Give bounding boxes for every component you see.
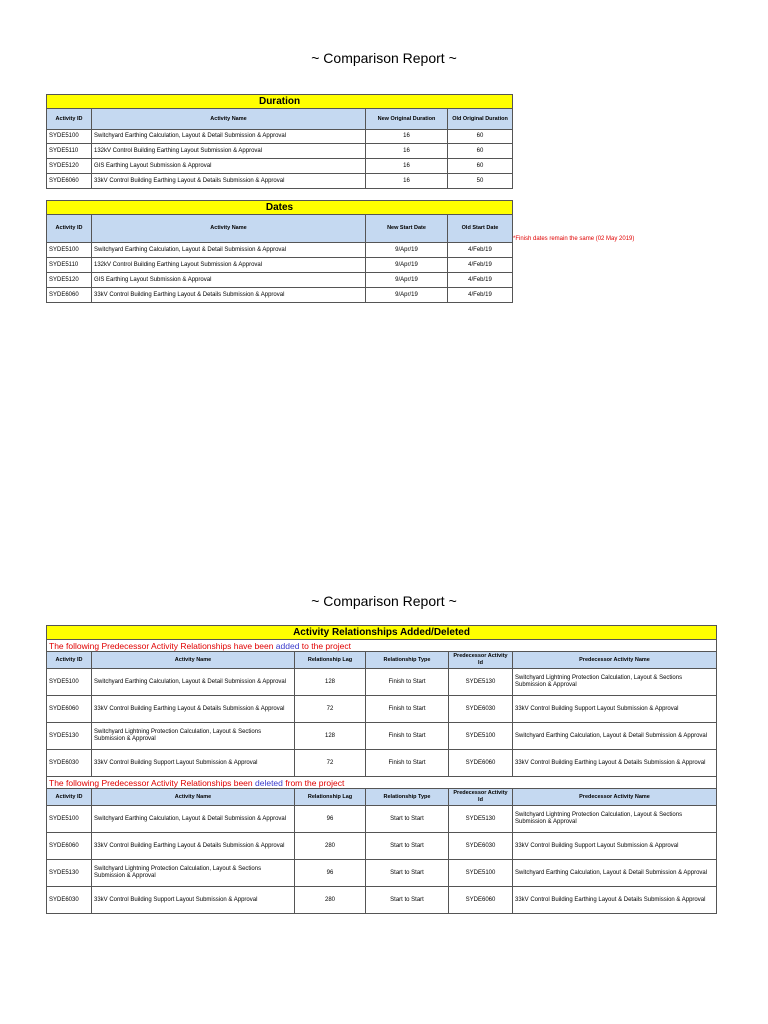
predecessor-id: SYDE5130 [449, 669, 513, 696]
activity-id: SYDE6030 [47, 887, 92, 914]
relationship-lag: 280 [295, 887, 366, 914]
table-row [47, 750, 717, 777]
old-duration: 60 [448, 144, 513, 159]
col-header: Activity ID [47, 109, 92, 130]
duration-table [46, 94, 513, 189]
new-start-date: 9/Apr/19 [366, 258, 448, 273]
activity-name: 33kV Control Building Support Layout Submission & Approval [92, 887, 295, 914]
activity-id: SYDE5110 [47, 144, 92, 159]
col-header: Old Original Duration [448, 109, 513, 130]
new-duration: 16 [366, 130, 448, 144]
col-header: Predecessor Activity Id [449, 789, 513, 806]
new-start-date: 9/Apr/19 [366, 243, 448, 258]
added-note [47, 640, 717, 652]
relationship-type: Finish to Start [366, 750, 449, 777]
activity-id: SYDE5100 [47, 806, 92, 833]
col-header: Activity Name [92, 789, 295, 806]
col-header: Relationship Type [366, 789, 449, 806]
old-duration: 60 [448, 159, 513, 174]
old-start-date: 4/Feb/19 [448, 288, 513, 303]
col-header: Predecessor Activity Name [513, 652, 717, 669]
note-highlight: deleted [255, 777, 283, 788]
activity-id: SYDE6060 [47, 288, 92, 303]
activity-id: SYDE6030 [47, 750, 92, 777]
col-header: Activity Name [92, 652, 295, 669]
deleted-note [47, 777, 717, 789]
note-text: from the project [282, 777, 345, 788]
activity-id: SYDE5100 [47, 669, 92, 696]
note-highlight: added [275, 640, 300, 651]
deleted-note-row [47, 777, 717, 789]
relationship-lag: 72 [295, 696, 366, 723]
col-header: Activity ID [47, 652, 92, 669]
relationship-lag: 280 [295, 833, 366, 860]
col-header: Relationship Lag [295, 789, 366, 806]
table-row [47, 130, 513, 144]
activity-id: SYDE5100 [47, 243, 92, 258]
relationships-table [46, 625, 717, 914]
duration-caption: Duration [47, 95, 513, 109]
predecessor-name: Switchyard Lightning Protection Calculation, Layout & Sections Submission & Approval [513, 669, 717, 696]
relationship-type: Start to Start [366, 806, 449, 833]
activity-id: SYDE5110 [47, 258, 92, 273]
predecessor-name: 33kV Control Building Support Layout Submission & Approval [513, 696, 717, 723]
table-row [47, 887, 717, 914]
new-duration: 16 [366, 174, 448, 189]
activity-name: 132kV Control Building Earthing Layout Submission & Approval [92, 144, 366, 159]
activity-id: SYDE6060 [47, 174, 92, 189]
activity-id: SYDE5120 [47, 159, 92, 174]
activity-id: SYDE5120 [47, 273, 92, 288]
old-start-date: 4/Feb/19 [448, 273, 513, 288]
col-header: New Original Duration [366, 109, 448, 130]
relationship-type: Finish to Start [366, 669, 449, 696]
finish-dates-note: *Finish dates remain the same (02 May 2019) [513, 236, 635, 242]
activity-name: Switchyard Earthing Calculation, Layout & Detail Submission & Approval [92, 669, 295, 696]
col-header: Activity ID [47, 215, 92, 243]
activity-name: Switchyard Earthing Calculation, Layout & Detail Submission & Approval [92, 243, 366, 258]
old-start-date: 4/Feb/19 [448, 243, 513, 258]
new-duration: 16 [366, 159, 448, 174]
relationship-type: Finish to Start [366, 723, 449, 750]
activity-name: 33kV Control Building Earthing Layout & Details Submission & Approval [92, 833, 295, 860]
col-header: Activity ID [47, 789, 92, 806]
new-start-date: 9/Apr/19 [366, 273, 448, 288]
note-text: to the project [299, 640, 351, 651]
dates-table [46, 200, 513, 303]
report-title-1: ~ Comparison Report ~ [311, 50, 457, 66]
activity-name: 132kV Control Building Earthing Layout Submission & Approval [92, 258, 366, 273]
activity-name: Switchyard Lightning Protection Calculation, Layout & Sections Submission & Approval [92, 860, 295, 887]
table-row [47, 833, 717, 860]
activity-name: GIS Earthing Layout Submission & Approval [92, 273, 366, 288]
table-row [47, 144, 513, 159]
col-header: Relationship Lag [295, 652, 366, 669]
report-title-2: ~ Comparison Report ~ [311, 593, 457, 609]
col-header: Old Start Date [448, 215, 513, 243]
activity-id: SYDE5130 [47, 723, 92, 750]
activity-name: 33kV Control Building Earthing Layout & Details Submission & Approval [92, 696, 295, 723]
table-row [47, 273, 513, 288]
relationship-type: Start to Start [366, 833, 449, 860]
col-header: Relationship Type [366, 652, 449, 669]
table-row [47, 174, 513, 189]
old-duration: 50 [448, 174, 513, 189]
dates-caption: Dates [47, 201, 513, 215]
predecessor-id: SYDE6060 [449, 887, 513, 914]
old-start-date: 4/Feb/19 [448, 258, 513, 273]
relationships-caption: Activity Relationships Added/Deleted [47, 626, 717, 640]
relationship-lag: 96 [295, 860, 366, 887]
relationship-type: Start to Start [366, 887, 449, 914]
new-duration: 16 [366, 144, 448, 159]
predecessor-id: SYDE5130 [449, 806, 513, 833]
predecessor-id: SYDE6060 [449, 750, 513, 777]
relationship-lag: 72 [295, 750, 366, 777]
old-duration: 60 [448, 130, 513, 144]
col-header: Predecessor Activity Id [449, 652, 513, 669]
predecessor-id: SYDE5100 [449, 860, 513, 887]
activity-name: 33kV Control Building Earthing Layout & Details Submission & Approval [92, 288, 366, 303]
col-header: New Start Date [366, 215, 448, 243]
relationship-lag: 128 [295, 723, 366, 750]
activity-id: SYDE6060 [47, 696, 92, 723]
relationship-lag: 128 [295, 669, 366, 696]
relationship-type: Start to Start [366, 860, 449, 887]
relationship-type: Finish to Start [366, 696, 449, 723]
predecessor-id: SYDE6030 [449, 833, 513, 860]
table-row [47, 860, 717, 887]
new-start-date: 9/Apr/19 [366, 288, 448, 303]
predecessor-name: 33kV Control Building Earthing Layout & Details Submission & Approval [513, 887, 717, 914]
activity-name: 33kV Control Building Earthing Layout & Details Submission & Approval [92, 174, 366, 189]
table-row [47, 669, 717, 696]
activity-name: GIS Earthing Layout Submission & Approval [92, 159, 366, 174]
added-note-row [47, 640, 717, 652]
table-row [47, 723, 717, 750]
predecessor-name: 33kV Control Building Earthing Layout & Details Submission & Approval [513, 750, 717, 777]
col-header: Activity Name [92, 109, 366, 130]
table-row [47, 288, 513, 303]
table-row [47, 806, 717, 833]
predecessor-id: SYDE5100 [449, 723, 513, 750]
predecessor-name: Switchyard Earthing Calculation, Layout & Detail Submission & Approval [513, 860, 717, 887]
activity-name: Switchyard Earthing Calculation, Layout & Detail Submission & Approval [92, 806, 295, 833]
predecessor-id: SYDE6030 [449, 696, 513, 723]
relationship-lag: 96 [295, 806, 366, 833]
predecessor-name: Switchyard Earthing Calculation, Layout & Detail Submission & Approval [513, 723, 717, 750]
activity-id: SYDE5100 [47, 130, 92, 144]
table-row [47, 243, 513, 258]
col-header: Predecessor Activity Name [513, 789, 717, 806]
col-header: Activity Name [92, 215, 366, 243]
predecessor-name: Switchyard Lightning Protection Calculation, Layout & Sections Submission & Approval [513, 806, 717, 833]
activity-id: SYDE6060 [47, 833, 92, 860]
predecessor-name: 33kV Control Building Support Layout Submission & Approval [513, 833, 717, 860]
table-row [47, 696, 717, 723]
note-text: The following Predecessor Activity Relationships have been [49, 640, 276, 651]
activity-name: Switchyard Earthing Calculation, Layout & Detail Submission & Approval [92, 130, 366, 144]
table-row [47, 159, 513, 174]
note-text: The following Predecessor Activity Relationships been [49, 777, 255, 788]
table-row [47, 258, 513, 273]
activity-name: 33kV Control Building Support Layout Submission & Approval [92, 750, 295, 777]
activity-id: SYDE5130 [47, 860, 92, 887]
activity-name: Switchyard Lightning Protection Calculation, Layout & Sections Submission & Approval [92, 723, 295, 750]
